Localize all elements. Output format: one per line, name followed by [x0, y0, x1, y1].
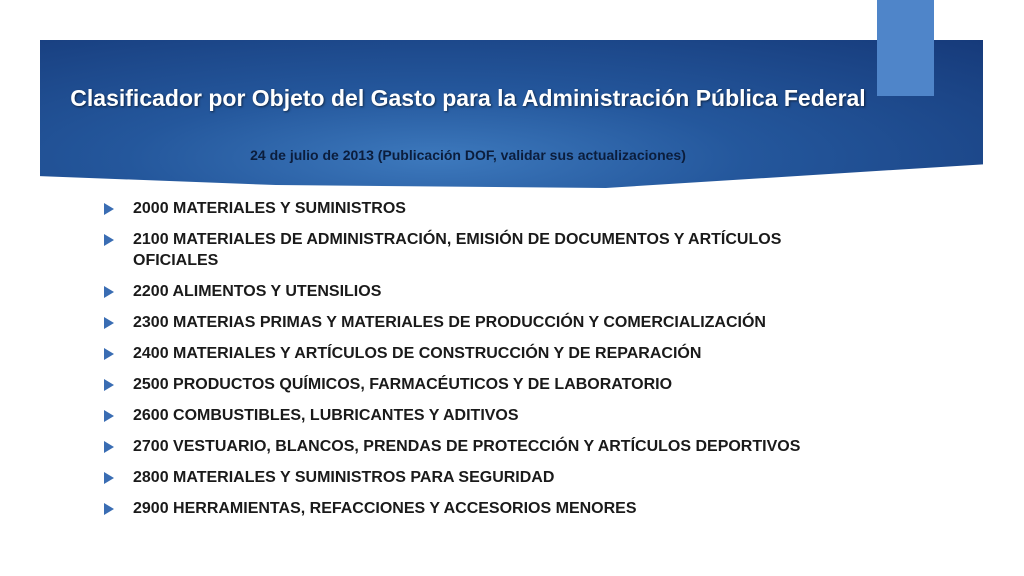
bullet-list	[104, 198, 804, 529]
accent-tab	[877, 0, 934, 96]
list-item	[104, 312, 804, 333]
list-item	[104, 374, 804, 395]
triangle-right-icon	[104, 503, 114, 515]
list-item-label: 2200 ALIMENTOS Y UTENSILIOS	[133, 283, 382, 300]
list-item	[104, 436, 804, 457]
list-item-label: 2800 MATERIALES Y SUMINISTROS PARA SEGURIDAD	[133, 469, 555, 486]
list-item-label: 2700 VESTUARIO, BLANCOS, PRENDAS DE PROTECCIÓN Y ARTÍCULOS DEPORTIVOS	[133, 438, 801, 455]
triangle-right-icon	[104, 348, 114, 360]
list-item-label: 2900 HERRAMIENTAS, REFACCIONES Y ACCESORIOS MENORES	[133, 500, 637, 517]
list-item	[104, 498, 804, 519]
list-item-label: 2000 MATERIALES Y SUMINISTROS	[133, 200, 406, 217]
triangle-right-icon	[104, 410, 114, 422]
title-banner	[40, 40, 983, 188]
list-item	[104, 343, 804, 364]
list-item	[104, 405, 804, 426]
triangle-right-icon	[104, 379, 114, 391]
slide-subtitle: 24 de julio de 2013 (Publicación DOF, validar sus actualizaciones)	[250, 147, 686, 163]
triangle-right-icon	[104, 472, 114, 484]
slide-title: Clasificador por Objeto del Gasto para la Administración Pública Federal	[70, 85, 866, 111]
list-item-label: 2300 MATERIAS PRIMAS Y MATERIALES DE PRODUCCIÓN Y COMERCIALIZACIÓN	[133, 314, 766, 331]
triangle-right-icon	[104, 441, 114, 453]
triangle-right-icon	[104, 286, 114, 298]
list-item	[104, 198, 804, 219]
triangle-right-icon	[104, 203, 114, 215]
list-item-label: 2100 MATERIALES DE ADMINISTRACIÓN, EMISIÓN DE DOCUMENTOS Y ARTÍCULOS OFICIALES	[133, 231, 782, 269]
triangle-right-icon	[104, 317, 114, 329]
list-item	[104, 281, 804, 302]
triangle-right-icon	[104, 234, 114, 246]
list-item-label: 2600 COMBUSTIBLES, LUBRICANTES Y ADITIVOS	[133, 407, 519, 424]
list-item	[104, 229, 804, 271]
list-item	[104, 467, 804, 488]
list-item-label: 2400 MATERIALES Y ARTÍCULOS DE CONSTRUCCIÓN Y DE REPARACIÓN	[133, 345, 702, 362]
list-item-label: 2500 PRODUCTOS QUÍMICOS, FARMACÉUTICOS Y DE LABORATORIO	[133, 376, 673, 393]
